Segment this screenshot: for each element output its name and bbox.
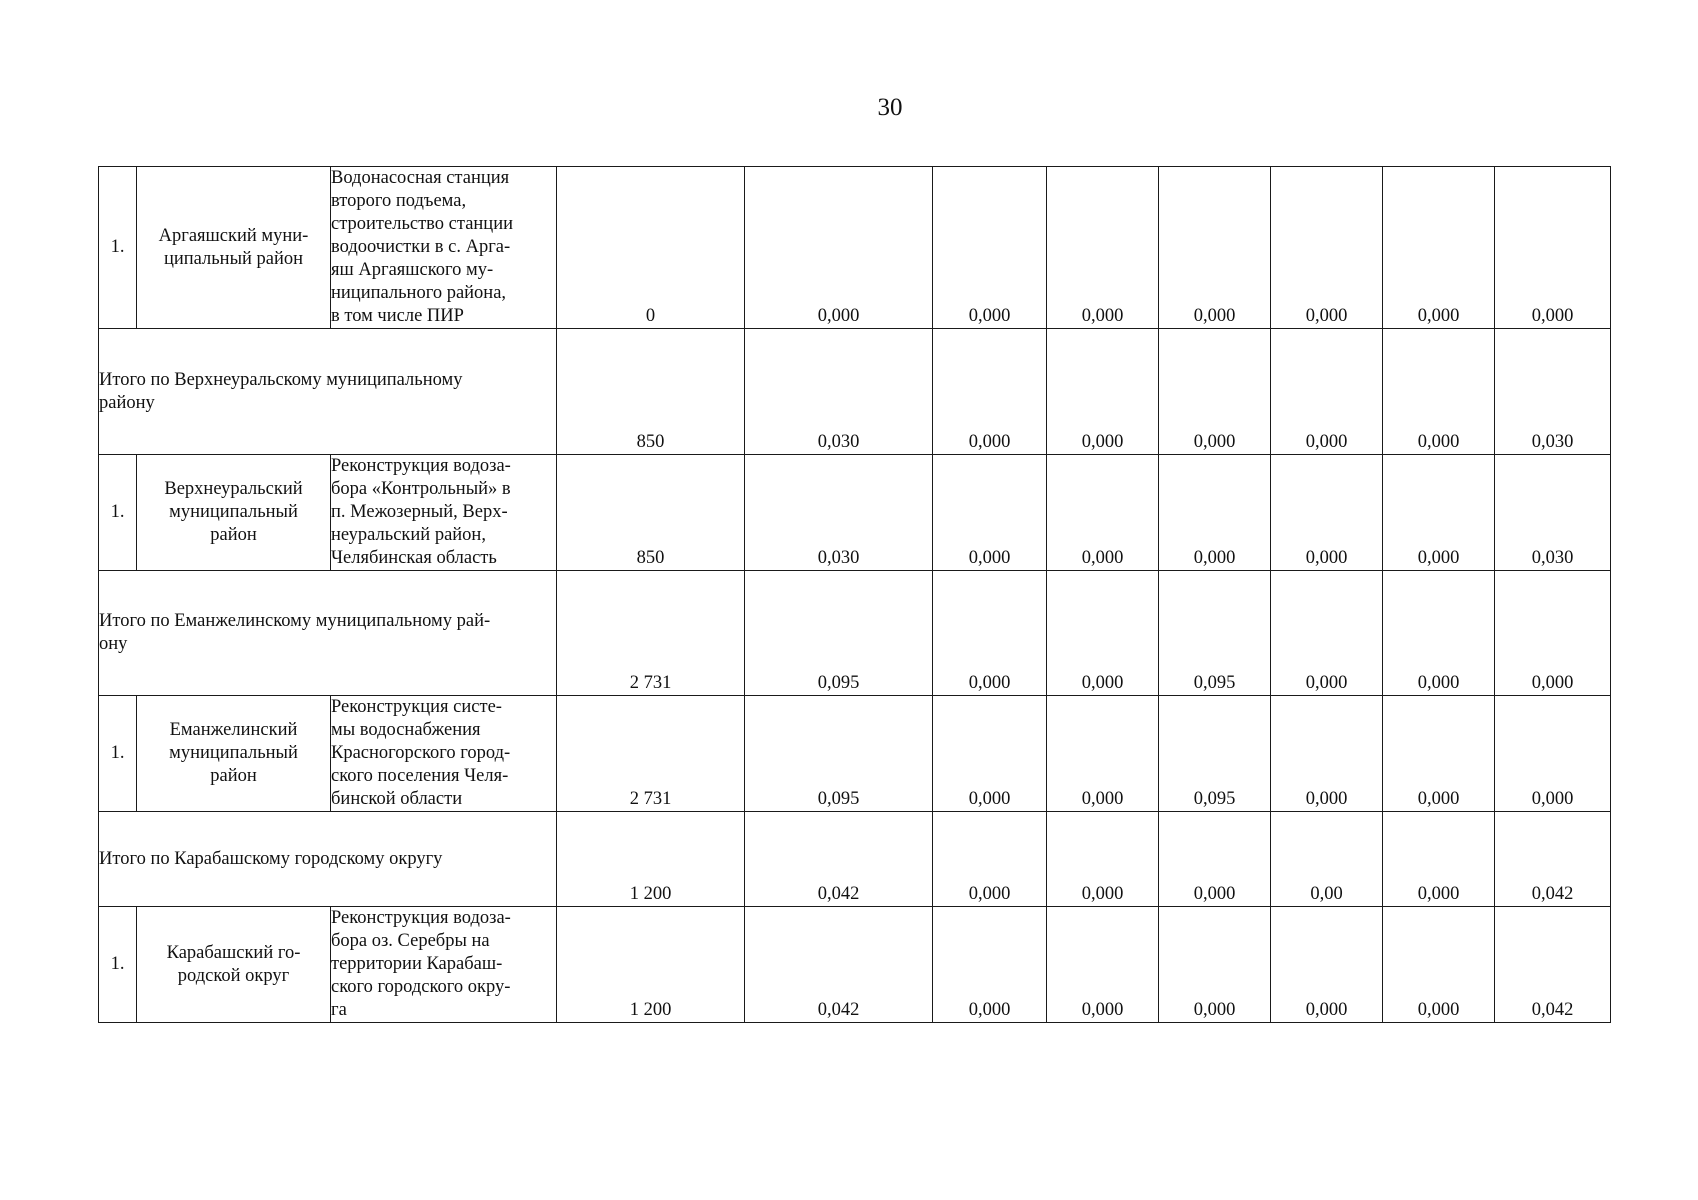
value-cell: 850 [557,455,745,571]
value-cell: 2 731 [557,571,745,696]
value-cell: 0,000 [933,907,1047,1023]
table-row [99,167,1611,329]
value-cell: 0,000 [1495,167,1611,329]
value-cell: 0,000 [1383,696,1495,812]
value-cell: 0,000 [1271,571,1383,696]
value-cell: 0,000 [1383,167,1495,329]
row-index: 1. [99,167,137,329]
page-number: 30 [877,94,903,121]
total-label: Итого по Верхнеуральскому муниципальному району [99,329,557,455]
value-cell: 0,000 [1271,907,1383,1023]
municipality-cell: Еманжелинский муниципальный район [137,696,331,812]
value-cell: 0,030 [1495,455,1611,571]
value-cell: 0,000 [1159,329,1271,455]
value-cell: 0,095 [745,696,933,812]
value-cell: 0,000 [1047,167,1159,329]
value-cell: 0,000 [1047,571,1159,696]
municipality-cell: Верхнеуральский муниципальный район [137,455,331,571]
value-cell: 0,000 [1159,167,1271,329]
value-cell: 0,000 [1159,455,1271,571]
object-cell: Реконструкция водоза- бора «Контрольный» в п. Межозерный, Верх- неуральский район, Челябинская область [331,455,557,571]
value-cell: 0,000 [933,696,1047,812]
value-cell: 0,095 [1159,571,1271,696]
row-index: 1. [99,455,137,571]
object-cell: Водонасосная станция второго подъема, строительство станции водоочистки в с. Арга- яш Аргаяшского му- ниципального района, в том числе ПИР [331,167,557,329]
object-cell: Реконструкция водоза- бора оз. Серебры на территории Карабаш- ского городского окру- га [331,907,557,1023]
value-cell: 0,000 [1159,812,1271,907]
table-row [99,455,1611,571]
value-cell: 0,042 [1495,812,1611,907]
value-cell: 0,000 [933,329,1047,455]
value-cell: 0,030 [745,455,933,571]
value-cell: 0,042 [1495,907,1611,1023]
budget-table [98,166,1611,1023]
row-index: 1. [99,696,137,812]
value-cell: 0,042 [745,812,933,907]
value-cell: 0,000 [933,571,1047,696]
value-cell: 0,000 [1383,812,1495,907]
value-cell: 0,000 [1271,167,1383,329]
value-cell: 0,000 [1271,696,1383,812]
municipality-cell: Аргаяшский муни- ципальный район [137,167,331,329]
total-row [99,571,1611,696]
table-row [99,696,1611,812]
municipality-cell: Карабашский го- родской округ [137,907,331,1023]
total-row [99,812,1611,907]
total-label: Итого по Карабашскому городскому округу [99,812,557,907]
value-cell: 0,000 [1383,571,1495,696]
value-cell: 0,000 [745,167,933,329]
value-cell: 0,000 [1271,329,1383,455]
value-cell: 0,000 [933,812,1047,907]
value-cell: 0,000 [933,167,1047,329]
value-cell: 0,042 [745,907,933,1023]
value-cell: 0,000 [1047,812,1159,907]
value-cell: 0,095 [1159,696,1271,812]
value-cell: 2 731 [557,696,745,812]
total-row [99,329,1611,455]
value-cell: 1 200 [557,812,745,907]
value-cell: 0,000 [1047,907,1159,1023]
value-cell: 0,000 [933,455,1047,571]
value-cell: 0,000 [1047,329,1159,455]
value-cell: 0,000 [1047,696,1159,812]
value-cell: 0,000 [1383,907,1495,1023]
value-cell: 0 [557,167,745,329]
total-label: Итого по Еманжелинскому муниципальному рай- ону [99,571,557,696]
value-cell: 1 200 [557,907,745,1023]
object-cell: Реконструкция систе- мы водоснабжения Красногорского город- ского поселения Челя- бинской области [331,696,557,812]
value-cell: 0,00 [1271,812,1383,907]
value-cell: 0,000 [1159,907,1271,1023]
value-cell: 0,000 [1047,455,1159,571]
value-cell: 0,000 [1495,571,1611,696]
table-row [99,907,1611,1023]
value-cell: 0,000 [1495,696,1611,812]
value-cell: 0,000 [1271,455,1383,571]
value-cell: 0,000 [1383,455,1495,571]
row-index: 1. [99,907,137,1023]
value-cell: 0,030 [1495,329,1611,455]
value-cell: 0,095 [745,571,933,696]
value-cell: 850 [557,329,745,455]
value-cell: 0,000 [1383,329,1495,455]
value-cell: 0,030 [745,329,933,455]
